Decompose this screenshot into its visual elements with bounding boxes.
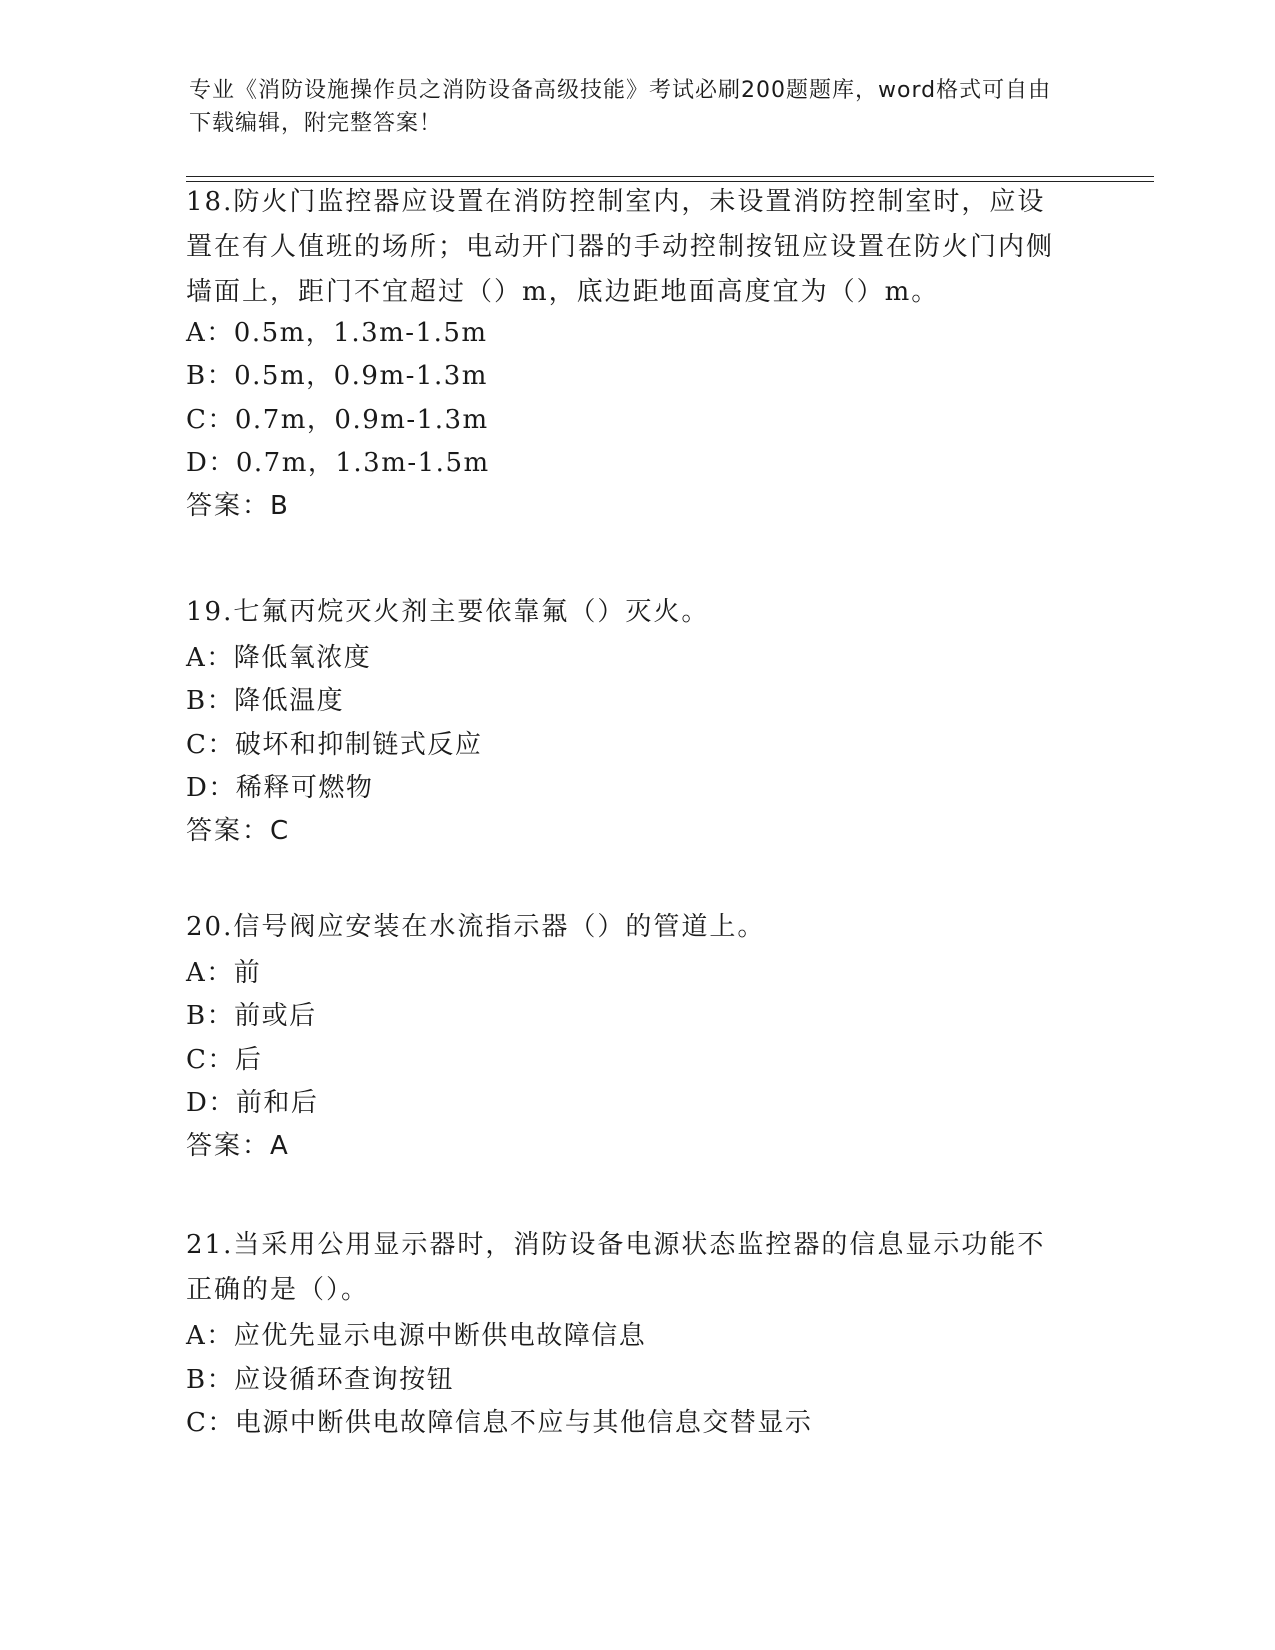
question-20-option-d: D：前和后 xyxy=(186,1088,319,1118)
question-20-option-c: C：后 xyxy=(186,1045,263,1075)
question-19-answer: 答案：C xyxy=(186,816,291,846)
question-20-option-a: A：前 xyxy=(186,958,262,988)
question-19-option-b: B：降低温度 xyxy=(186,686,345,716)
question-18-answer: 答案：B xyxy=(186,491,290,521)
question-18-stem: 18.防火门监控器应设置在消防控制室内，未设置消防控制室时，应设置在有人值班的场所；电动开门器的手动控制按钮应设置在防火门内侧墙面上，距门不宜超过（）m，底边距地面高度宜为（）m。 xyxy=(186,187,1055,307)
header-divider-top xyxy=(186,176,1154,177)
question-20-stem: 20.信号阀应安装在水流指示器（）的管道上。 xyxy=(186,912,766,942)
question-18-option-a: A：0.5m，1.3m-1.5m xyxy=(186,318,488,348)
question-21-option-a: A：应优先显示电源中断供电故障信息 xyxy=(186,1321,647,1351)
question-18-option-d: D：0.7m，1.3m-1.5m xyxy=(186,448,490,478)
question-19-option-a: A：降低氧浓度 xyxy=(186,643,372,673)
question-20-option-b: B：前或后 xyxy=(186,1001,317,1031)
question-21-option-c: C：电源中断供电故障信息不应与其他信息交替显示 xyxy=(186,1408,813,1438)
question-21-option-b: B：应设循环查询按钮 xyxy=(186,1365,455,1395)
question-21-stem: 21.当采用公用显示器时，消防设备电源状态监控器的信息显示功能不正确的是（）。 xyxy=(186,1230,1046,1305)
document-header: 专业《消防设施操作员之消防设备高级技能》考试必刷200题题库，word格式可自由下载编辑，附完整答案！ xyxy=(189,78,1052,136)
question-19-option-c: C：破坏和抑制链式反应 xyxy=(186,730,483,760)
question-19-option-d: D：稀释可燃物 xyxy=(186,773,374,803)
question-20-answer: 答案：A xyxy=(186,1131,290,1161)
question-18-option-b: B：0.5m，0.9m-1.3m xyxy=(186,361,488,391)
question-19-stem: 19.七氟丙烷灭火剂主要依靠氟（）灭火。 xyxy=(186,597,710,627)
question-18-option-c: C：0.7m，0.9m-1.3m xyxy=(186,405,489,435)
